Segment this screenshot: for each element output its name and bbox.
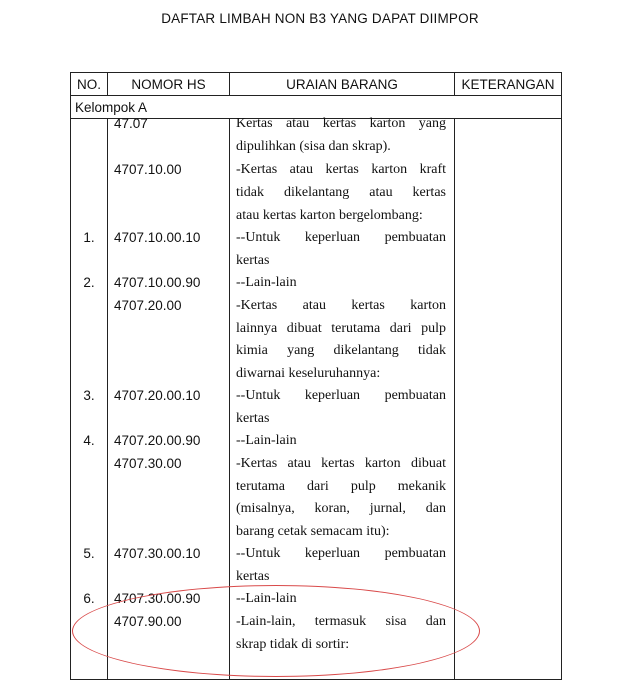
header-keterangan: KETERANGAN — [455, 73, 562, 96]
description-line: -Kertas atau kertas karton — [236, 298, 446, 313]
description-line: kimia yang dikelantang tidak — [236, 343, 446, 358]
hs-code: 4707.30.00 — [114, 456, 182, 471]
description-line: skrap tidak di sortir: — [236, 637, 350, 652]
hs-code: 4707.30.00.10 — [114, 546, 201, 561]
group-label: Kelompok A — [71, 96, 562, 119]
description-line: -Lain-lain, termasuk sisa dan — [236, 614, 446, 629]
description-line: kertas — [236, 253, 270, 268]
hs-code: 4707.20.00.90 — [114, 433, 201, 448]
waste-table — [70, 72, 562, 680]
hs-code: 4707.30.00.90 — [114, 591, 201, 606]
description-line: kertas — [236, 569, 270, 584]
description-line: Kertas atau kertas karton yang — [236, 116, 446, 131]
description-line: dipulihkan (sisa dan skrap). — [236, 139, 391, 154]
keterangan-column — [455, 119, 562, 680]
table-header-row — [71, 73, 562, 96]
row-number: 4. — [83, 433, 95, 448]
hs-code: 47.07 — [114, 116, 148, 131]
description-line: kertas — [236, 411, 270, 426]
row-number: 5. — [83, 546, 95, 561]
table-body-row — [71, 119, 562, 680]
hs-code: 4707.20.00 — [114, 298, 182, 313]
hs-code: 4707.10.00.90 — [114, 275, 201, 290]
description-line: barang cetak semacam itu): — [236, 524, 390, 539]
description-line: diwarnai keseluruhannya: — [236, 366, 381, 381]
header-nomor-hs: NOMOR HS — [108, 73, 230, 96]
uraian-barang-column — [230, 116, 455, 680]
no-column — [71, 119, 108, 680]
description-line: atau kertas karton bergelombang: — [236, 208, 423, 223]
description-line: --Lain-lain — [236, 591, 297, 606]
document-title: DAFTAR LIMBAH NON B3 YANG DAPAT DIIMPOR — [161, 11, 479, 26]
description-line: terutama dari pulp mekanik — [236, 479, 446, 494]
description-line: --Lain-lain — [236, 275, 297, 290]
hs-code: 4707.90.00 — [114, 614, 182, 629]
description-line: --Lain-lain — [236, 433, 297, 448]
description-line: -Kertas atau kertas karton kraft — [236, 162, 446, 177]
hs-code: 4707.10.00.10 — [114, 230, 201, 245]
description-line: --Untuk keperluan pembuatan — [236, 230, 446, 245]
header-uraian-barang: URAIAN BARANG — [230, 73, 455, 96]
hs-code: 4707.10.00 — [114, 162, 182, 177]
hs-code: 4707.20.00.10 — [114, 388, 201, 403]
row-number: 2. — [83, 275, 95, 290]
description-line: --Untuk keperluan pembuatan — [236, 388, 446, 403]
row-number: 6. — [83, 591, 95, 606]
description-line: (misalnya, koran, jurnal, dan — [236, 501, 446, 516]
nomor-hs-column — [108, 116, 230, 680]
description-line: -Kertas atau kertas karton dibuat — [236, 456, 446, 471]
row-number: 3. — [83, 388, 95, 403]
row-number: 1. — [83, 230, 95, 245]
description-line: lainnya dibuat terutama dari pulp — [236, 321, 446, 336]
header-no: NO. — [71, 73, 108, 96]
description-line: tidak dikelantang atau kertas — [236, 185, 446, 200]
description-line: --Untuk keperluan pembuatan — [236, 546, 446, 561]
